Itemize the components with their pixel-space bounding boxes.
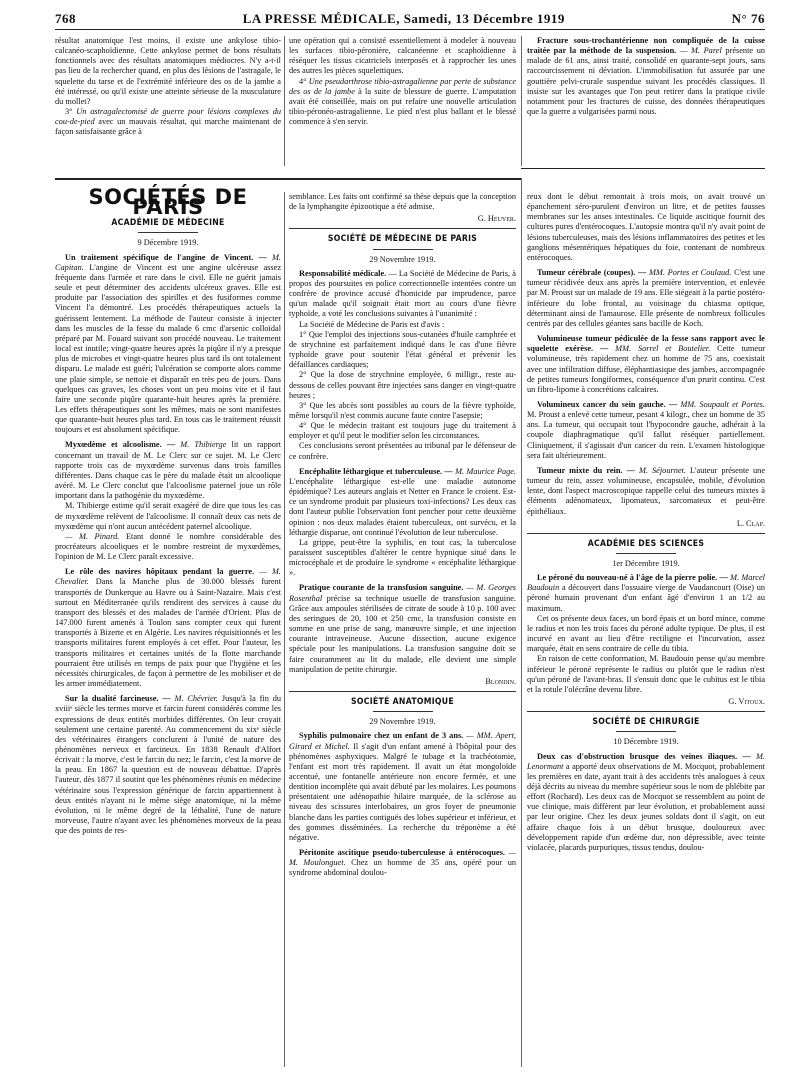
- middle-column: [289, 192, 516, 879]
- society-heading: SOCIÉTÉ DE MÉDECINE DE PARIS: [327, 234, 478, 245]
- section-title: SOCIÉTÉS DE PARIS: [88, 185, 248, 220]
- society-heading: SOCIÉTÉ ANATOMIQUE: [351, 697, 454, 708]
- list-item: La Société de Médecine de Paris est d'avis :: [299, 319, 445, 329]
- paragraph: une opération qui a consisté essentiellement à modeler à nouveau les surfaces tibio-péronière, calcanéenne et scaphoïdienne à réséquer les tissus cicatriciels interposés et à rapprocher les unes des autres les pièces squelettiques.: [289, 36, 516, 76]
- paragraph: 3° Un astragalectomisé de guerre pour lésions complexes du cou-de-pied avec un mauvais résultat, qui marche maintenant de façon satisfaisante grâce à: [55, 107, 281, 137]
- session-date: 10 Décembre 1919.: [613, 737, 679, 747]
- entry: Tumeur mixte du rein. — M. Séjournet. L'auteur présente une tumeur du rein, assez volumineuse, encapsulée, mobile, d'évolution lente, dont l'aspect macroscopique rappelle celui des tumeurs mixtes à éléments adénomateux, lipomateux, sarcomateux et peut-être épithéliaux.: [527, 465, 765, 516]
- page-header: [55, 8, 765, 30]
- paragraph: semblance. Les faits ont confirmé sa thèse depuis que la conception de la lymphangite épizootique a été admise.: [289, 192, 516, 212]
- list-item: 4° Que le médecin traitant est toujours juge du traitement à employer et qu'il peut le modifier selon les circonstances.: [289, 421, 516, 441]
- right-column: [527, 192, 765, 853]
- entry: Le péroné du nouveau-né à l'âge de la pierre polie. — M. Marcel Baudouin a découvert dans l'ossuaire vierge de Vaudancourt (Oise) un péroné humain provenant d'un enfant âgé d'environ 1 an 1/2 au maximum.: [527, 573, 766, 613]
- entry: Sur la dualité farcineuse. — M. Chévrier. Jusqu'à la fin du xviiiᵉ siècle les termes morve et farcin furent considérés comme les expressions de deux entités morbides différentes. On leur croyait seulement une certaine parenté. Au commencement du xixᵉ siècle des vétérinaires étrangers conclurent à l'unité de nature des phénomènes nerveux et farcineux. En 1838 Renault d'Alfort écrivait : la morve, c'est le farcin du nez; le farcin, c'est la morve de la peau. En 1867 la question est de nouveau débattue. D'après l'auteur, dès 1877 il soutint que les phénomènes réunis en médecine vétérinaire sous l'expression générique de farcin appartiennent à deux entités n'ayant ni le même siège anatomique, ni la même évolution, ni le même degré de la léthalité, l'une de nature morveuse, l'autre n'ayant avec les phénomènes morveux de la peau que des points de res-: [55, 694, 281, 836]
- top-column-3: [527, 36, 765, 117]
- entry: Myxœdème et alcoolisme. — M. Thibierge lit un rapport concernant un travail de M. Le Clerc sur ce sujet. M. Le Clerc rapporte trois cas de myxœdème survenus dans trois familles différentes. Dans chaque cas le père du malade était un alcoolique avéré. M. Le Clerc conclut que l'alcoolisme paternel joue un rôle important dans la pathogénie du myxœdème.: [55, 440, 282, 501]
- page-number: 768: [55, 10, 76, 26]
- society-heading: ACADÉMIE DE MÉDECINE: [111, 218, 225, 229]
- paragraph: En raison de cette conformation, M. Baudouin pense qu'au membre inférieur le péroné représente le radius ou plutôt que le radius n'est qu'un péroné de l'avant-bras. Il s'ensuit donc que le cubitus est le tibia et la rotule l'olécrâne devenu libre.: [527, 654, 765, 694]
- list-item: 2° Que la dose de strychnine employée, 6 milligr., reste au-dessous de celles pouvant être injectées sans danger en vingt-quatre heures ;: [289, 370, 516, 400]
- entry: Volumineuse tumeur pédiculée de la fesse sans rapport avec le squelette exérèse. — MM. Sorrel et Boutelier. Cette tumeur volumineuse, très rapidement chez un homme de 75 ans, coexistait avec une infiltration diffuse, éléphantiasique des jambes, accompagnée de petites tumeurs fongiformes, conséquence d'un prurit continu. C'est un fibro-lipome à concrétions calcaires.: [527, 334, 765, 394]
- signature: Blondin.: [485, 676, 516, 686]
- paragraph: résultat anatomique l'est moins, il existe une ankylose tibio-calcanéo-scaphoïdienne. Cette ankylose permet de bons résultats fonctionnels avec des résultats anatomiques médiocres. N'y a-t-il pas lieu de la rechercher quand, en plus des lésions de l'astragale, le squelette du tarse et de l'extrémité inférieure des os de la jambe a été intéressé, ou qu'il existe une atteinte sérieuse de la musculature du mollet?: [55, 36, 281, 106]
- session-date: 29 Novembre 1919.: [369, 717, 436, 727]
- entry: Responsabilité médicale. — La Société de Médecine de Paris, à propos des poursuites en police correctionnelle intentées contre un confrère de province accusé d'homicide par imprudence, parce qu'un malade qu'il soignait était mort au cours d'une fièvre typhoïde, a voté les conclusions suivantes à l'unanimité :: [289, 268, 516, 319]
- list-item: 3° Que les abcès sont possibles au cours de la fièvre typhoïde, même lorsqu'il n'est commis aucune faute contre l'asepsie;: [289, 400, 516, 420]
- session-date: 1er Décembre 1919.: [612, 559, 680, 568]
- entry: Tumeur cérébrale (coupes). — MM. Portes et Coulaud. C'est une tumeur récidivée deux ans après la première intervention, et enlevée par M. Proust sur un malade de 19 ans. Elle siégeait à la partie postéro-inférieure du lobe frontal, au voisinage du chiasma optique, déterminant ainsi de l'amaurose. Elle présente de nombreux follicules centrés par des cellules géantes sans bacille de Koch.: [527, 268, 765, 328]
- journal-title: LA PRESSE MÉDICALE, Samedi, 13 Décembre 1919: [242, 10, 565, 26]
- paragraph: La grippe, peut-être la syphilis, en tout cas, la tuberculose paraissent susceptibles d'altérer le centre hypnique situé dans le microcéphale et de produire le syndrome « encéphalite léthargique ».: [289, 537, 516, 578]
- top-column-1: [55, 36, 281, 138]
- paragraph: Cet os présente deux faces, un bord épais et un bord mince, comme le radius et non les trois faces du péroné adulte typique. De plus, il est incurvé en avant au lieu d'être rectiligne et l'incurvation, assez marquée, était en sens contraire de celle du tibia.: [527, 613, 765, 654]
- entry: Deux cas d'obstruction brusque des veines iliaques. — M. Lenormant a apporté deux observations de M. Mocquot, probablement les premières en date, ayant trait à des accidents très analogues à ceux déjà décrits au niveau du membre supérieur sous le nom de phlébite par effort (Rochard). Les deux cas de Mocquot se ressemblent au point de vue clinique, mais diffèrent par leur évolution, et probablement aussi par leur origine. Chez les deux jeunes soldats dont il s'agit, on eut affaire chaque fois à un début brusque, douloureux avec développement rapide d'un œdème dur, non dépressible, avec teinte violacée, placards purpuriques, tissus tendus, doulou-: [527, 751, 765, 852]
- entry: Encéphalite léthargique et tuberculeuse. — M. Maurice Page. L'encéphalite léthargique est-elle une maladie autonome épidémique? Les auteurs anglais et Netter en France le croient. Est-ce un syndrome produit par plusieurs toxi-infections? Les deux cas dont l'auteur publie l'observation font pencher pour cette deuxième opinion : nos deux malades étaient tuberculeux, ont survécu, et la léthargie disparue, ont continué l'évolution de leur tuberculose.: [289, 466, 517, 537]
- signature: G. Heuyer.: [477, 214, 516, 224]
- entry: Syphilis pulmonaire chez un enfant de 3 ans. — MM. Apert, Girard et Michel. Il s'agit d'un enfant amené à l'hôpital pour des phénomènes asphyxiques. Malgré le tubage et la trachéotomie, l'enfant est mort très rapidement. Il avait un état mongoloïde accentué, une fontanelle antérieure non encore fermée, et une dentition incomplète qui avait débuté par les molaires. Les poumons présentaient une adénopathie hilaire marquée, de la sclérose au niveau des scissures interlobaires, un gros foyer de pneumonie blanche dans les parties contiguës des lobes supérieur et inférieur, et des gommes disséminées. La recherche du tréponème a été négative.: [289, 731, 516, 842]
- session-date: 29 Novembre 1919.: [369, 254, 436, 264]
- issue-number: N° 76: [731, 10, 765, 26]
- signature: G. Vitoux.: [728, 697, 765, 707]
- entry: Péritonite ascitique pseudo-tuberculeuse à entérocoques. — M. Moulonguet. Chez un homme de 35 ans, opéré pour un syndrome abdominal doulou-: [289, 848, 517, 878]
- left-column: [55, 185, 282, 836]
- paragraph: M. Thibierge estime qu'il serait exagéré de dire que tous les cas de myxœdème relèvent de l'alcoolisme. Il connaît deux cas nets de myxœdème qui n'ont aucun antécédent paternel alcoolique.: [55, 501, 281, 531]
- paragraph: — M. Pinard. Etant donné le nombre considérable des procréateurs alcooliques et le nombre restreint de myxœdèmes, l'opinion de M. Le Clerc paraît excessive.: [55, 531, 281, 562]
- paragraph: Fracture sous-trochantérienne non compliquée de la cuisse traitée par la méthode de la suspension. — M. Parel présente un malade de 61 ans, ainsi traité, consolidé en quarante-sept jours, sans raccourcissement ni déviation. L'immobilisation fut assurée par une gouttière pelvi-crurale suspendue suivant les procédés classiques. Il insiste sur les avantages que l'on peut retirer dans la pratique civile notamment pour les fractures de cuisse, des données thérapeutiques que la guerre a vulgarisées parmi nous.: [527, 36, 766, 117]
- entry: Le rôle des navires hôpitaux pendant la guerre. — M. Chevalier. Dans la Manche plus de 30.000 blessés furent transportés de Dunkerque au Havre ou à Saint-Nazaire. Mais c'est surtout en Méditerranée qu'ils rendirent des services à cause du transport des blessés et des malades de l'armée d'Orient. Plus de 147.000 furent amenés à Toulon sans compter ceux qui furent transportés à Bizerte et en Algérie. Les navires réquisitionnés et les transports militaires furent employés à cet effet. Pour l'auteur, les transports militaires et certaines unités de la flotte marchande pourraient être utilisés en temps de paix pour que l'hygiène et les nécessités chirurgicales, de façon à permettre de les mobiliser et de les armer immédiatement.: [55, 567, 282, 689]
- signature: L. Clap.: [736, 518, 765, 528]
- top-column-2: [289, 36, 516, 127]
- entry: Un traitement spécifique de l'angine de Vincent. — M. Capitan. L'angine de Vincent est une angine ulcéreuse assez fréquente dans l'armée et rare dans le civil. Elle ne guérit jamais seule et peut déterminer des accidents ulcéreux graves. Elle est produite par l'association des spirilles et des fusiformes comme Vincent l'a démontré. Les procédés thérapeutiques actuels la guérissent lentement. La méthode de l'auteur consiste à injecter dans les muscles de la fesse du malade 6 cmc d'arsenic colloïdal préparé par M. Fouard suivant son procédé nouveau. Le traitement local est inutile; vingt-quatre heures après la piqûre il n'y a presque plus de microbes et vingt-quatre heures plus tard ils ont totalement disparu. Le malade est guéri; l'ulcération se comporte alors comme une plaie simple, se nettoie et disparaît en très peu de jours. Dans quelques cas graves, les choses vont un peu moins vite et il faut faire une seconde piqûre quarante-huit heures après la première. Les effets thérapeutiques sont les mêmes, mais ne sont manifestes que quarante-huit heures plus tard. En tous cas le traitement réussit toujours et est absolument spécifique.: [55, 252, 282, 435]
- entry: Volumineux cancer du sein gauche. — MM. Soupault et Portes. M. Proust a enlevé cette tumeur, pesant 4 kilogr., chez un homme de 35 ans. La tumeur, qui occupait tout l'hypocondre gauche, adhérait à la coupole diaphragmatique qu'il fallut réséquer partiellement. Cliniquement, il s'agissait d'un cancer du rein. L'examen histologique sera fait ultérieurement.: [527, 399, 765, 460]
- paragraph: reux dont le début remontait à trois mois, on avait trouvé un épanchement séro-purulent d'environ un litre, et de petites fausses membranes sur les anses intestinales. Ce liquide ascitique fournit des cultures pures d'entérocoques. L'autopsie montra qu'il n'y avait point de lésions tuberculeuses, mais des lésions inflammatoires des petites et les ganglions mésentériques hépatiques du foie, contenant de nombreux entérocoques.: [527, 192, 765, 262]
- section-rule: [55, 178, 521, 180]
- society-heading: ACADÉMIE DES SCIENCES: [587, 538, 705, 549]
- entry: Pratique courante de la transfusion sanguine. — M. Georges Rosenthal précise sa technique usuelle de transfusion sanguine. Grâce aux ampoules stérilisées de citrate de soude à 10 p. 100 avec des seringues de 20, 100 et 250 cmc, la transfusion consiste en somme en une prise de sang, manœuvre simple, et une injection courante intraveineuse. Aucune dissection, aucune exigence spéciale pour les manipulations. La transfusion sanguine doit se faire couramment au lit du malade, elle devient une simple manipulation de petite chirurgie.: [289, 583, 516, 674]
- list-item: Ces conclusions seront présentées au tribunal par le défenseur de ce confrère.: [289, 441, 516, 461]
- session-date: 9 Décembre 1919.: [137, 238, 199, 248]
- list-item: 1° Que l'emploi des injections sous-cutanées d'huile camphrée et de strychnine est parfaitement indiqué dans le cas d'une fièvre typhoïde grave pour soutenir l'état général et prévenir les défaillances cardiaques;: [289, 329, 516, 370]
- paragraph: 4° Une pseudarthrose tibio-astragalienne par perte de substance des os de la jambe à la suite de blessure de guerre. L'amputation avait été conseillée, mais on put refaire une nouvelle articulation tibio-péronéo-astragalienne. Le pied n'est plus ballant et le blessé commence à s'en servir.: [289, 76, 517, 127]
- society-heading: SOCIÉTÉ DE CHIRURGIE: [592, 717, 700, 728]
